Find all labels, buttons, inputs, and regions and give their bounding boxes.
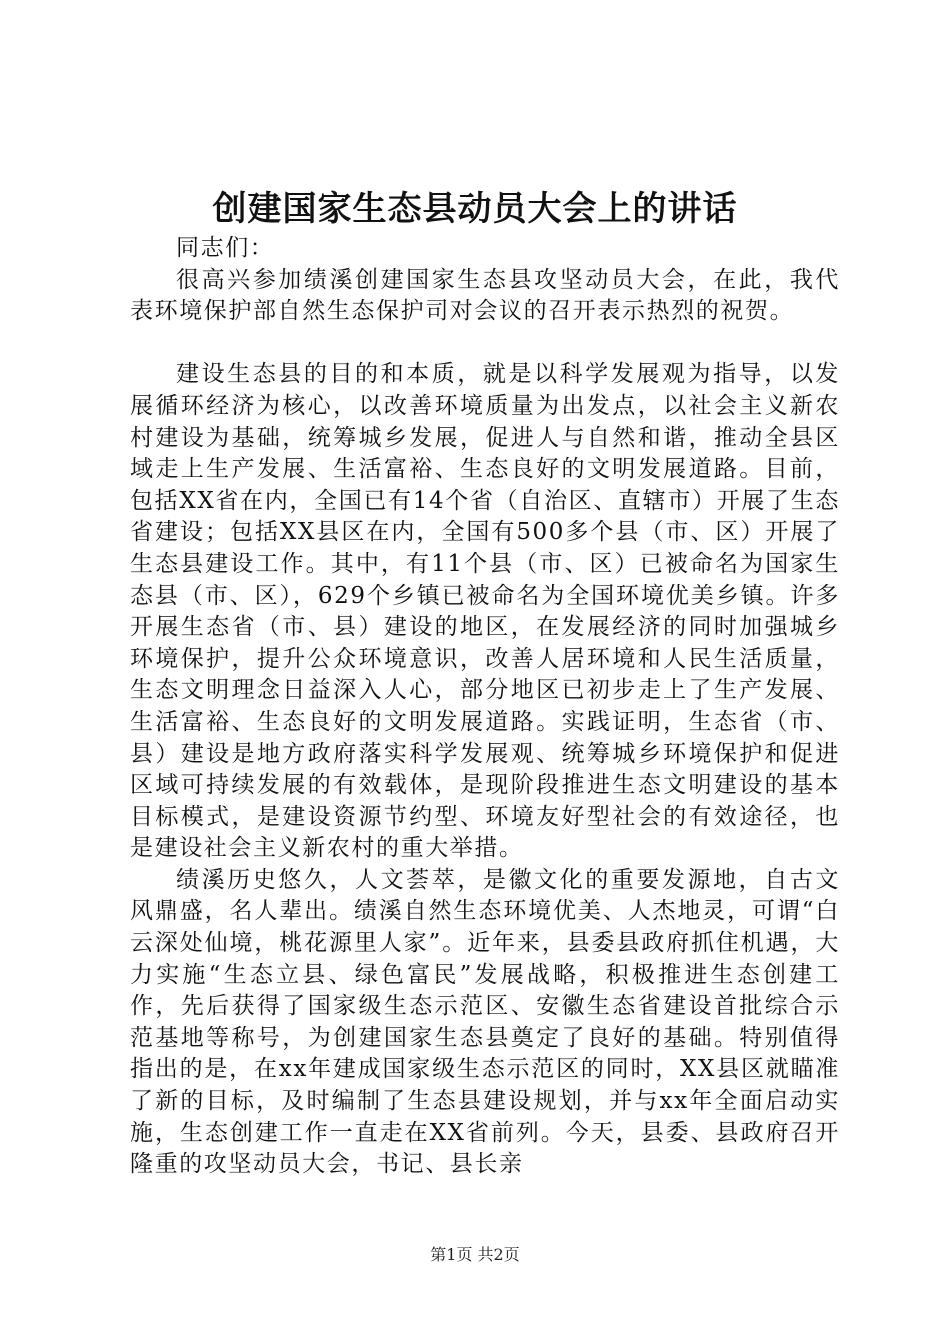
paragraph-gap — [130, 328, 840, 360]
paragraph-2: 建设生态县的目的和本质，就是以科学发展观为指导，以发展循环经济为核心，以改善环境质量为出发点，以社会主义新农村建设为基础，统筹城乡发展，促进人与自然和谐，推动全县区域走上生产发展、生活富裕、生态良好的文明发展道路。目前，包括XX省在内，全国已有14个省（自治区、直辖市）开展了生态省建设；包括XX县区在内，全国有500多个县（市、区）开展了生态县建设工作。其中，有11个县（市、区）已被命名为国家生态县（市、区），629个乡镇已被命名为全国环境优美乡镇。许多开展生态省（市、县）建设的地区，在发展经济的同时加强城乡环境保护，提升公众环境意识，改善人居环境和人民生活质量，生态文明理念日益深入人心，部分地区已初步走上了生产发展、生活富裕、生态良好的文明发展道路。实践证明，生态省（市、县）建设是地方政府落实科学发展观、统筹城乡环境保护和促进区域可持续发展的有效载体，是现阶段推进生态文明建设的基本目标模式，是建设资源节约型、环境友好型社会的有效途径，也是建设社会主义新农村的重大举措。 — [130, 361, 840, 862]
document-title: 创建国家生态县动员大会上的讲话 — [212, 189, 738, 229]
document-body — [130, 233, 840, 1181]
page-footer: 第1页 共2页 — [430, 1245, 520, 1264]
paragraph-1: 很高兴参加绩溪创建国家生态县攻坚动员大会，在此，我代表环境保护部自然生态保护司对会议的召开表示热烈的祝贺。 — [130, 266, 840, 325]
salutation: 同志们： — [176, 235, 275, 261]
paragraph-3: 绩溪历史悠久，人文荟萃，是徽文化的重要发源地，自古文风鼎盛，名人辈出。绩溪自然生态环境优美、人杰地灵，可谓“白云深处仙境，桃花源里人家”。近年来，县委县政府抓住机遇，大力实施“生态立县、绿色富民”发展战略，积极推进生态创建工作，先后获得了国家级生态示范区、安徽生态省建设首批综合示范基地等称号，为创建国家生态县奠定了良好的基础。特别值得指出的是，在xx年建成国家级生态示范区的同时，XX县区就瞄准了新的目标，及时编制了生态县建设规划，并与xx年全面启动实施，生态创建工作一直走在XX省前列。今天，县委、县政府召开隆重的攻坚动员大会，书记、县长亲 — [130, 866, 840, 1178]
